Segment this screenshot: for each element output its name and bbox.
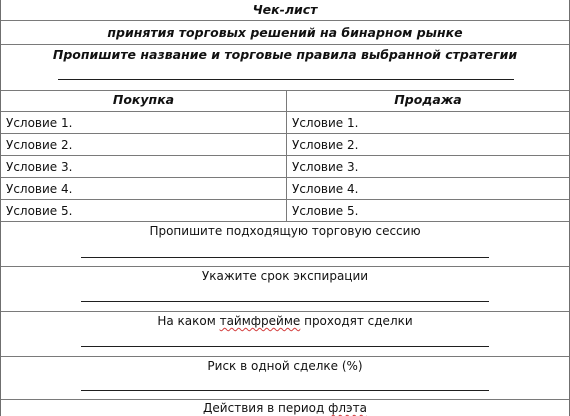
buy-column-header: Покупка bbox=[112, 92, 175, 107]
sell-condition-2[interactable]: Условие 2. bbox=[287, 133, 569, 155]
session-write-line[interactable] bbox=[81, 257, 489, 258]
session-row bbox=[1, 221, 569, 266]
flat-label-start: Действия в период bbox=[203, 401, 329, 415]
flat-word: флэта bbox=[328, 401, 367, 415]
flat-label bbox=[1, 401, 569, 415]
sell-condition-3[interactable]: Условие 3. bbox=[287, 155, 569, 177]
risk-row bbox=[1, 356, 569, 399]
timeframe-label-start: На каком bbox=[157, 314, 220, 328]
risk-label: Риск в одной сделке (%) bbox=[207, 359, 363, 373]
expiration-label: Укажите срок экспирации bbox=[201, 269, 369, 283]
buy-condition-2[interactable]: Условие 2. bbox=[1, 133, 286, 155]
strategy-write-line[interactable] bbox=[58, 79, 514, 80]
buy-condition-5[interactable]: Условие 5. bbox=[1, 199, 286, 221]
flat-row bbox=[1, 399, 569, 416]
timeframe-row bbox=[1, 311, 569, 356]
buy-condition-4[interactable]: Условие 4. bbox=[1, 177, 286, 199]
subtitle-row bbox=[1, 20, 569, 44]
buy-condition-3[interactable]: Условие 3. bbox=[1, 155, 286, 177]
timeframe-word: таймфрейме bbox=[219, 314, 301, 328]
sell-column-header: Продажа bbox=[394, 92, 462, 107]
sell-condition-4[interactable]: Условие 4. bbox=[287, 177, 569, 199]
sell-condition-5[interactable]: Условие 5. bbox=[287, 199, 569, 221]
strategy-row bbox=[1, 44, 569, 90]
checklist-subtitle: принятия торговых решений на бинарном рынке bbox=[107, 25, 463, 40]
timeframe-label-end: проходят сделки bbox=[300, 314, 413, 328]
table-header-row bbox=[1, 90, 569, 112]
buy-condition-1[interactable]: Условие 1. bbox=[1, 111, 286, 133]
timeframe-label bbox=[1, 314, 569, 328]
table-column-divider bbox=[286, 90, 287, 221]
risk-write-line[interactable] bbox=[81, 390, 489, 391]
strategy-instruction: Пропишите название и торговые правила выбранной стратегии bbox=[52, 47, 518, 62]
expiration-write-line[interactable] bbox=[81, 301, 489, 302]
timeframe-write-line[interactable] bbox=[81, 346, 489, 347]
session-label: Пропишите подходящую торговую сессию bbox=[149, 224, 421, 238]
sell-condition-1[interactable]: Условие 1. bbox=[287, 111, 569, 133]
expiration-row bbox=[1, 266, 569, 311]
checklist-title: Чек-лист bbox=[252, 2, 318, 17]
